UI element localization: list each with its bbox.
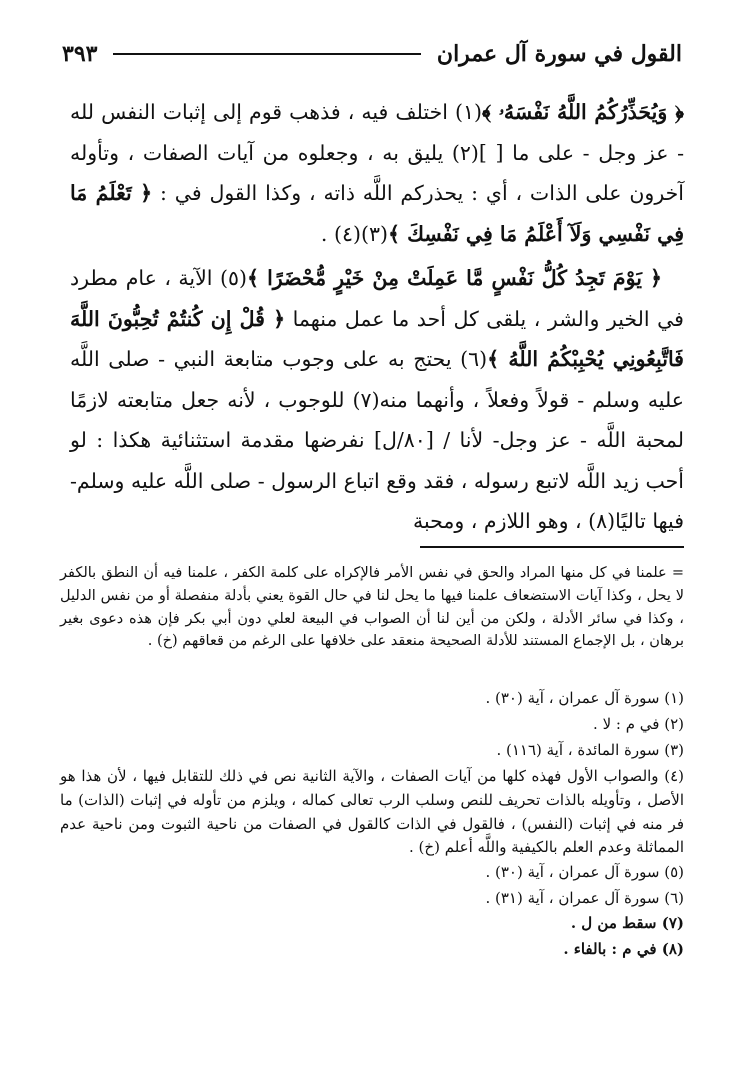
footnote: (١) سورة آل عمران ، آية (٣٠) . [485,689,684,707]
footnote-continuation [60,562,684,653]
footnote: (٣) سورة المائدة ، آية (١١٦) . [496,740,684,759]
paragraph-text: (١) اختلف فيه ، فذهب قوم إلى إثبات النفس لله - عز وجل - على ما [ ](٢) يليق به ، وجعلوه من آيات الصفات ، وتأوله آخرون على الذات ، أي : يحذركم اللَّه ذاته ، وكذا القول في : [70,100,684,205]
quran-quote: ﴿ قُلْ إِن كُنتُمْ تُحِبُّونَ اللَّهَ فَاتَّبِعُونِي يُحْبِبْكُمُ اللَّهُ ﴾ [70,306,684,371]
footnote: (٦) سورة آل عمران ، آية (٣١) . [485,888,684,907]
running-header [62,34,682,74]
quran-quote: ﴿ وَيُحَذِّرُكُمُ اللَّهُ نَفْسَهُۥ ﴾ [482,100,685,124]
paragraph-text: (٥) الآية ، عام مطرد في الخير والشر ، يلقى كل أحد ما عمل منهما [70,266,684,331]
quran-quote: ﴿ يَوْمَ تَجِدُ كُلُّ نَفْسٍ مَّا عَمِلَتْ مِنْ خَيْرٍ مُّحْضَرًا ﴾ [246,266,663,290]
footnote: (٧) سقط من ل . [570,914,684,933]
paragraph-text: (٣)(٤) . [320,221,388,246]
paragraph-2 [70,258,684,542]
footnote: (٤) والصواب الأول فهذه كلها من آيات الصفات ، والآية الثانية نص في ذلك للتقابل فيها ، لأن هذا هو الأصل ، وتأويله بالذات تحريف للنص وسلب الرب تعالى كماله ، ويلزم من تأوله في إثبات (الذات) ما فر منه في إثبات (النفس) ، فالقول في الذات كالقول في الصفات من ناحية الثبوت ومن ناحية عدم المماثلة وعدم العلم بالكيفية واللَّه أعلم (خ) . [60,767,684,857]
running-title: القول في سورة آل عمران [436,41,682,67]
paragraph-text: (٦) يحتج به على وجوب متابعة النبي - صلى اللَّه عليه وسلم - قولاً وفعلاً ، وأنهما منه(٧) للوجوب ، لأنه جعل متابعته لازمًا لمحبة اللَّه - عز وجل- لأنا / [٨٠/ل] نفرضها مقدمة استثنائية هكذا : لو أحب زيد اللَّه لاتبع رسوله ، فقد وقع اتباع الرسول - صلى اللَّه عليه وسلم- فيها تاليًا(٨) ، وهو اللازم ، ومحبة [70,347,685,533]
footnote: (٢) في م : لا . [593,714,684,733]
quran-quote: ﴿ تَعْلَمُ مَا فِي نَفْسِي وَلَآ أَعْلَمُ مَا فِي نَفْسِكَ ﴾ [70,181,684,246]
footnote: (٥) سورة آل عمران ، آية (٣٠) . [485,862,684,881]
main-text [70,92,684,542]
paragraph-1 [70,92,684,254]
page-number: ٣٩٣ [62,41,98,67]
footnote-separator [420,546,684,548]
footnote-continuation-text: = علمنا في كل منها المراد والحق في نفس الأمر فالإكراه على كلمة الكفر ، علمنا فيه أن النطق بالكفر لا يحل ، وكذا آيات الاستضعاف علمنا فيها ما يحل لنا في حال القوة يعني بأدلة منفصلة أو من نفس الدليل ، وكذا في سائر الأدلة ، ولكن من أين لنا أن الصواب في البيعة لعلي دون أبي بكر فإن هذه دعوى بغير برهان ، بل الإجماع المستند للأدلة الصحيحة منعقد على خلافها على الرغم من قعاقهم (خ) . [60,565,684,650]
footnotes [60,686,684,963]
header-rule [113,53,420,55]
footnote: (٨) في م : بالفاء . [563,940,684,959]
